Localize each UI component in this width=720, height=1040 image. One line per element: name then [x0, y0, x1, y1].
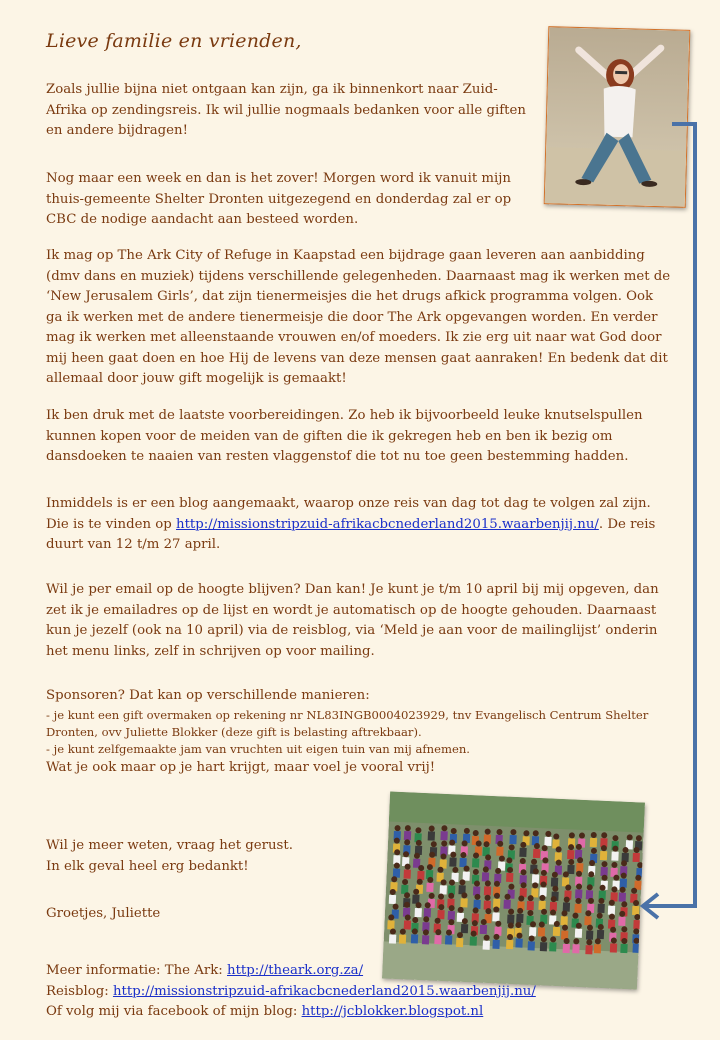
- crowd-photo: [382, 792, 645, 990]
- sponsor-item-bank: - je kunt een gift overmaken op rekening nr NL83INGB0004023929, tnv Evangelisch Centrum Shelter Dronten, ovv Juliette Blokker (deze gift is belasting aftrekbaar).: [46, 707, 649, 739]
- closing-line-2: In elk geval heel erg bedankt!: [46, 858, 249, 874]
- arrow-head-icon: [643, 894, 658, 918]
- jumping-woman-image: [545, 27, 690, 207]
- blog-link-inline[interactable]: http://missionstripzuid-afrikacbcnederland2015.waarbenjij.nu/: [176, 516, 599, 532]
- info-follow-label: Of volg mij via facebook of mijn blog:: [46, 1004, 302, 1019]
- sponsors-closing: Wat je ook maar op je hart krijgt, maar voel je vooral vrij!: [46, 759, 436, 775]
- closing-block: [46, 836, 346, 877]
- signoff: Groetjes, Juliette: [46, 906, 161, 921]
- info-blog-line: [46, 982, 606, 1003]
- paragraph-preparations: Ik ben druk met de laatste voorbereidingen. Zo heb ik bijvoorbeeld leuke knutselspullen kunnen kopen voor de meiden van de giften die ik gekregen heb en ben ik bezig om dansdoeken te naaien van resten vlaggenstof die tot nu toe geen bestemming hadden.: [46, 408, 643, 464]
- info-ark-line: [46, 961, 606, 982]
- sponsors-section: [46, 686, 671, 778]
- info-section: [46, 961, 606, 1023]
- travel-blog-link[interactable]: http://missionstripzuid-afrikacbcnederland2015.waarbenjij.nu/: [112, 983, 536, 999]
- sponsor-item-jam: - je kunt zelfgemaakte jam van vruchten uit eigen tuin van mij afnemen.: [46, 741, 470, 756]
- jumping-woman-photo: [544, 26, 691, 208]
- info-ark-label: Meer informatie: The Ark:: [46, 963, 227, 978]
- paragraph-email: Wil je per email op de hoogte blijven? Dan kan! Je kunt je t/m 10 april bij mij opgeven, dan zet ik je emailadres op de lijst en wordt je automatisch op de hoogte gehouden. Daarnaast kun je jezelf (ook na 10 april) via de reisblog, via ‘Meld je aan voor de mailinglijst’ onderin het menu links, zelf in schrijven op voor mailing.: [46, 582, 659, 659]
- blog-text-after: . De reis duurt van 12 t/m 27 april.: [46, 516, 656, 552]
- paragraph-blog: [46, 494, 671, 556]
- info-follow-line: [46, 1002, 606, 1023]
- closing-line-1: Wil je meer weten, vraag het gerust.: [46, 838, 293, 853]
- crowd-image: [382, 792, 645, 990]
- blog-text-before: Inmiddels is er een blog aangemaakt, waarop onze reis van dag tot dag te volgen zal zijn. Die is te vinden op: [46, 496, 651, 532]
- paragraph-countdown: Nog maar een week en dan is het zover! Morgen word ik vanuit mijn thuis-gemeente Shelter Dronten uitgezegend en donderdag zal er op CBC de nodige aandacht aan besteed worden.: [46, 171, 512, 227]
- info-blog-label: Reisblog:: [46, 983, 113, 999]
- greeting: Lieve familie en vrienden,: [46, 30, 302, 52]
- sponsors-heading: Sponsoren? Dat kan op verschillende manieren:: [46, 688, 370, 703]
- personal-blog-link[interactable]: http://jcblokker.blogspot.nl: [301, 1004, 484, 1019]
- paragraph-ark-work: Ik mag op The Ark City of Refuge in Kaapstad een bijdrage gaan leveren aan aanbidding (dmv dans en muziek) tijdens verschillende gelegenheden. Daarnaast mag ik werken met de ‘New Jerusalem Girls’, dat zijn tienermeisjes die het drugs afkick programma volgen. Ook ga ik werken met de andere tienermeisje die door The Ark opgevangen worden. En verder mag ik werken met alleenstaande vrouwen en/of moeders. Ik zie erg uit naar wat God door mij heen gaat doen en hoe Hij de levens van deze mensen gaat aanraken! En bedenk dat dit allemaal door jouw gift mogelijk is gemaakt!: [46, 248, 671, 386]
- paragraph-intro: Zoals jullie bijna niet ontgaan kan zijn, ga ik binnenkort naar Zuid-Afrika op zendingsreis. Ik wil jullie nogmaals bedanken voor alle giften en andere bijdragen!: [46, 82, 526, 138]
- the-ark-link[interactable]: http://theark.org.za/: [227, 963, 364, 978]
